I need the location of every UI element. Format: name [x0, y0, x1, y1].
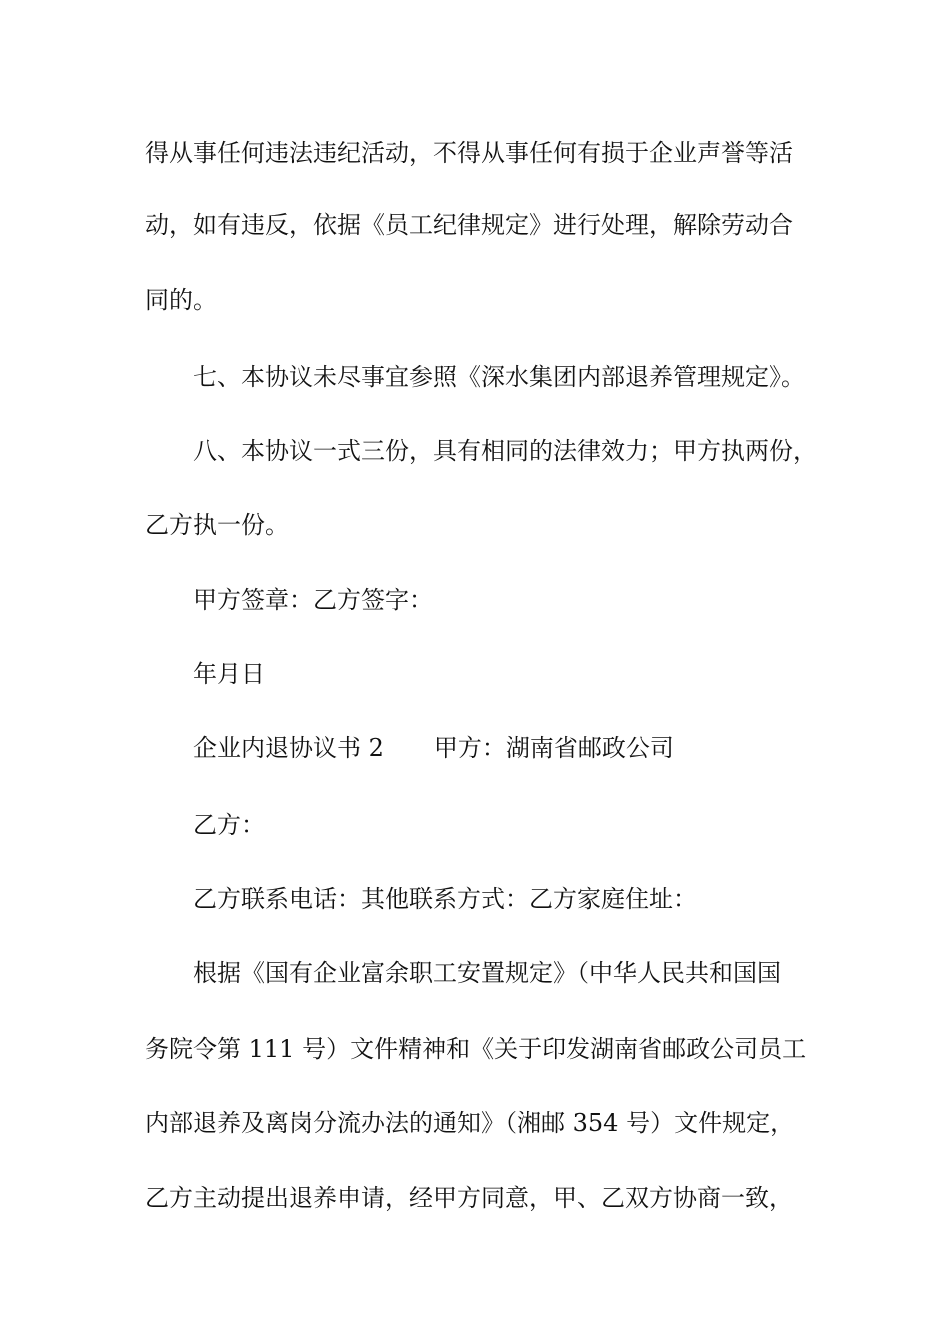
paragraph-line: 务院令第 111 号）文件精神和《关于印发湖南省邮政公司员工	[145, 1035, 807, 1063]
clause-seven: 七、本协议未尽事宜参照《深水集团内部退养管理规定》。	[193, 363, 805, 391]
paragraph-line: 动，如有违反，依据《员工纪律规定》进行处理，解除劳动合	[145, 211, 793, 239]
agreement-title: 企业内退协议书 2	[193, 734, 384, 762]
clause-eight: 八、本协议一式三份，具有相同的法律效力；甲方执两份，	[193, 437, 817, 465]
party-b-contact: 乙方联系电话：其他联系方式：乙方家庭住址：	[193, 885, 697, 913]
paragraph-line: 根据《国有企业富余职工安置规定》（中华人民共和国国	[193, 959, 781, 987]
party-b: 乙方：	[193, 811, 265, 839]
paragraph-line: 同的。	[145, 286, 217, 314]
agreement-heading	[193, 733, 674, 763]
paragraph-line: 乙方主动提出退养申请，经甲方同意，甲、乙双方协商一致，	[145, 1184, 793, 1212]
paragraph-line: 得从事任何违法违纪活动，不得从事任何有损于企业声誉等活	[145, 139, 793, 167]
paragraph-line: 乙方执一份。	[145, 511, 289, 539]
party-a: 甲方：湖南省邮政公司	[433, 734, 674, 762]
date-line: 年月日	[193, 660, 265, 688]
paragraph-line: 内部退养及离岗分流办法的通知》（湘邮 354 号）文件规定，	[145, 1109, 795, 1137]
signature-line: 甲方签章：乙方签字：	[193, 586, 433, 614]
